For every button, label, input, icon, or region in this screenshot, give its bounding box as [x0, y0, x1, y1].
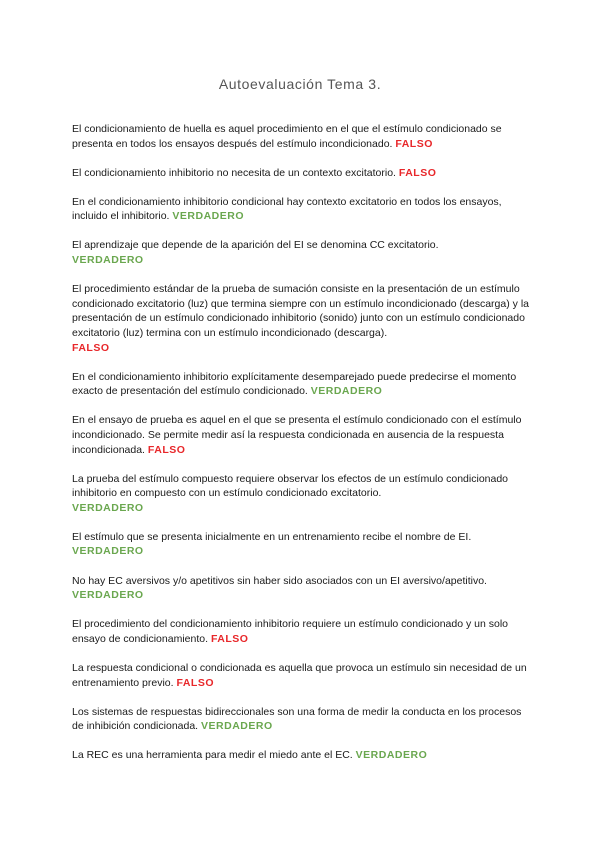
question-item: [72, 661, 532, 690]
question-list: [72, 122, 532, 777]
answer-falso: FALSO: [210, 632, 249, 645]
page-title: Autoevaluación Tema 3.: [218, 76, 382, 92]
question-text: En el ensayo de prueba es aquel en el que se presenta el estímulo condicionado con el estímulo incondicionado. Se permite medir así la respuesta condicionada en ausencia de la respuesta incondicionada.: [72, 414, 522, 456]
question-text: La respuesta condicional o condicionada es aquella que provoca un estímulo sin necesidad de un entrenamiento previo.: [72, 661, 527, 689]
question-text: La prueba del estímulo compuesto requiere observar los efectos de un estímulo condicionado inhibitorio en compuesto con un estímulo condicionado excitatorio.: [72, 472, 509, 500]
answer-verdadero: VERDADERO: [72, 254, 144, 267]
answer-verdadero: VERDADERO: [172, 210, 244, 223]
answer-verdadero: VERDADERO: [72, 589, 144, 602]
question-text: El condicionamiento inhibitorio no necesita de un contexto excitatorio.: [72, 166, 396, 179]
question-text: El aprendizaje que depende de la aparición del EI se denomina CC excitatorio.: [72, 239, 439, 252]
question-item: [72, 530, 532, 559]
question-item: [72, 166, 532, 181]
question-text: El condicionamiento de huella es aquel procedimiento en el que el estímulo condicionado se presenta en todos los ensayos después del estímulo incondicionado.: [72, 123, 502, 150]
answer-verdadero: VERDADERO: [201, 720, 273, 733]
question-text: El procedimiento estándar de la prueba de sumación consiste en la presentación de un estímulo condicionado excitatorio (luz) que termina siempre con un estímulo incondicionado (descarga) y la presentación de un estímulo condicionado inhibitorio (sonido) junto con un estímulo condicionado excitatorio (luz) termina con un estímulo incondicionado (descarga).: [72, 283, 529, 339]
question-item: [72, 472, 532, 516]
answer-falso: FALSO: [176, 676, 214, 689]
question-item: [72, 705, 532, 734]
answer-falso: FALSO: [398, 166, 437, 179]
question-item: [72, 282, 532, 355]
answer-falso: FALSO: [72, 341, 110, 354]
question-item: [72, 238, 532, 267]
question-item: [72, 574, 532, 603]
question-item: [72, 195, 532, 224]
question-text: El estímulo que se presenta inicialmente en un entrenamiento recibe el nombre de EI.: [72, 530, 472, 543]
answer-verdadero: VERDADERO: [310, 385, 383, 398]
question-item: [72, 748, 532, 763]
question-text: La REC es una herramienta para medir el miedo ante el EC.: [72, 749, 353, 762]
question-text: En el condicionamiento inhibitorio condicional hay contexto excitatorio en todos los ensayos, incluido el inhibitorio.: [72, 195, 502, 223]
answer-falso: FALSO: [147, 443, 186, 456]
answer-verdadero: VERDADERO: [355, 749, 428, 762]
answer-verdadero: VERDADERO: [72, 501, 144, 514]
question-item: [72, 122, 532, 151]
question-item: [72, 617, 532, 646]
question-item: [72, 370, 532, 399]
answer-verdadero: VERDADERO: [72, 545, 144, 558]
question-text: No hay EC aversivos y/o apetitivos sin haber sido asociados con un EI aversivo/apetitivo.: [72, 574, 487, 587]
question-text: El procedimiento del condicionamiento inhibitorio requiere un estímulo condicionado y un solo ensayo de condicionamiento.: [72, 618, 509, 645]
question-item: [72, 413, 532, 457]
answer-falso: FALSO: [395, 137, 433, 150]
question-text: En el condicionamiento inhibitorio explícitamente desemparejado puede predecirse el momento exacto de presentación del estímulo condicionado.: [72, 370, 517, 398]
question-text: Los sistemas de respuestas bidireccionales son una forma de medir la conducta en los procesos de inhibición condicionada.: [72, 705, 522, 733]
